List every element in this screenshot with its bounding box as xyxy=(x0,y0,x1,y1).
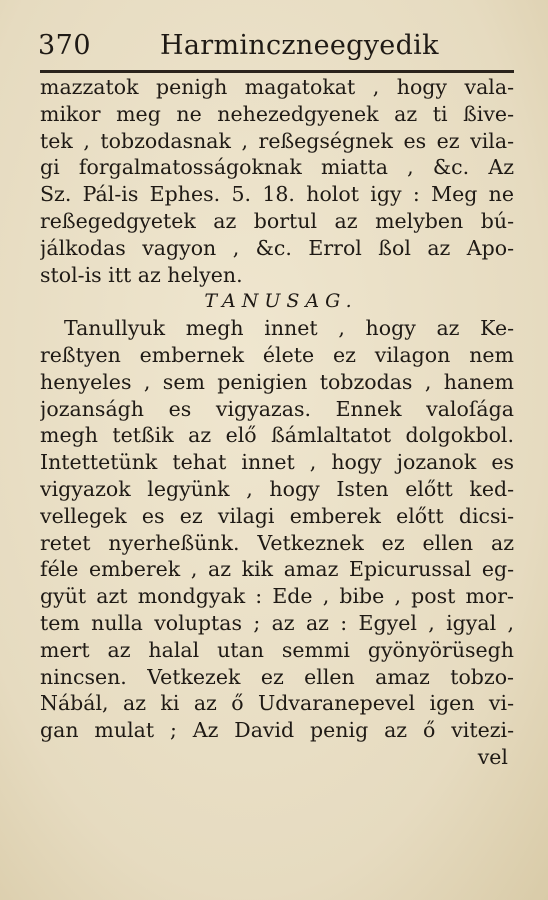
section-heading: TANUSAG. xyxy=(204,290,358,313)
text-line: Sz. Pál-is Ephes. 5. 18. holot igy : Meg ne xyxy=(40,182,514,207)
text-line: féle emberek , az kik amaz Epicurussal eg- xyxy=(40,557,514,582)
text-line: retet nyerheßünk. Vetkeznek ez ellen az xyxy=(40,530,514,555)
text-line: vellegek es ez vilagi emberek előtt dicsi- xyxy=(40,503,514,528)
page-header xyxy=(38,26,518,66)
text-line: mikor meg ne nehezedgyenek az ti ßive- xyxy=(40,101,514,126)
text-line: gi forgalmatosságoknak miatta , &c. Az xyxy=(40,155,514,180)
text-line: tem nulla voluptas ; az az : Egyel , igyal , xyxy=(40,610,514,635)
text-line: mazzatok penigh magatokat , hogy vala- xyxy=(40,75,514,99)
text-line: gyüt azt mondgyak : Ede , bibe , post mor- xyxy=(40,584,514,609)
text-line: vigyazok legyünk , hogy Isten előtt ked- xyxy=(40,476,514,501)
running-head: Harminczneegyedik xyxy=(160,30,439,61)
text-line: tek , tobzodasnak , reßegségnek es ez vila- xyxy=(40,128,514,153)
text-line: reßtyen embernek élete ez vilagon nem xyxy=(40,342,514,367)
text-line: mert az halal utan semmi gyönyörüsegh xyxy=(40,637,514,662)
text-line: reßegedgyetek az bortul az melyben bú- xyxy=(40,208,514,233)
text-line: Nábál, az ki az ő Udvaranepevel igen vi- xyxy=(40,691,514,716)
header-rule xyxy=(40,70,514,73)
text-line: jálkodas vagyon , &c. Errol ßol az Apo- xyxy=(40,235,514,260)
text-line: stol-is itt az helyen. xyxy=(40,262,243,287)
text-line: jozanságh es vigyazas. Ennek valoſága xyxy=(40,396,514,421)
page-number: 370 xyxy=(38,30,92,61)
text-line: megh tetßik az elő ßámlaltatot dolgokbol. xyxy=(40,423,514,448)
text-line: Intettetünk tehat innet , hogy jozanok es xyxy=(40,450,514,475)
text-line: gan mulat ; Az David penig az ő vitezi- xyxy=(40,718,514,743)
text-line: Tanullyuk megh innet , hogy az Ke- xyxy=(64,316,514,341)
text-line: henyeles , sem penigien tobzodas , hanem xyxy=(40,369,514,394)
catchword: vel xyxy=(477,744,508,769)
text-line: nincsen. Vetkezek ez ellen amaz tobzo- xyxy=(40,664,514,689)
body-text xyxy=(40,74,514,771)
